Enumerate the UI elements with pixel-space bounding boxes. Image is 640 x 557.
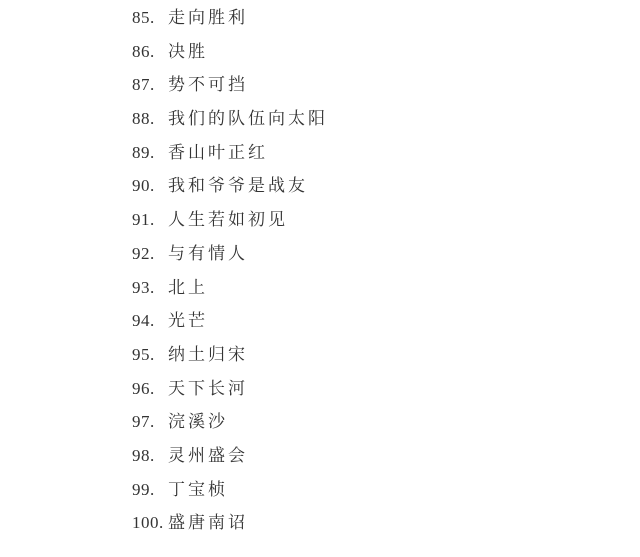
item-title: 纳土归宋	[168, 344, 248, 364]
list-item	[132, 102, 640, 136]
item-number: 88.	[132, 109, 155, 129]
item-number: 97.	[132, 412, 155, 432]
item-title: 丁宝桢	[168, 479, 228, 499]
item-number: 99.	[132, 479, 155, 499]
title-list	[132, 1, 640, 540]
list-item	[132, 237, 640, 271]
item-title: 天下长河	[168, 378, 248, 398]
list-item	[132, 372, 640, 406]
item-number: 90.	[132, 176, 155, 196]
list-item	[132, 1, 640, 35]
list-item	[132, 35, 640, 69]
item-title: 人生若如初见	[168, 210, 288, 230]
item-title: 香山叶正红	[168, 142, 268, 162]
item-number: 100.	[132, 513, 164, 533]
item-number: 85.	[132, 8, 155, 27]
item-number: 89.	[132, 142, 155, 162]
list-item	[132, 506, 640, 540]
list-item	[132, 68, 640, 102]
item-number: 98.	[132, 445, 155, 465]
list-item	[132, 203, 640, 237]
list-item	[132, 169, 640, 203]
list-item	[132, 271, 640, 305]
item-number: 92.	[132, 243, 155, 263]
list-item	[132, 473, 640, 507]
item-title: 灵州盛会	[168, 445, 248, 465]
list-item	[132, 338, 640, 372]
list-item	[132, 304, 640, 338]
list-item	[132, 439, 640, 473]
item-title: 与有情人	[168, 243, 248, 263]
item-title: 我们的队伍向太阳	[168, 109, 328, 129]
item-number: 94.	[132, 311, 155, 331]
item-title: 北上	[168, 277, 208, 297]
item-number: 87.	[132, 75, 155, 95]
item-title: 决胜	[168, 41, 208, 61]
list-item	[132, 136, 640, 170]
item-title: 我和爷爷是战友	[168, 176, 308, 196]
item-title: 盛唐南诏	[168, 513, 248, 533]
item-number: 95.	[132, 344, 155, 364]
item-number: 93.	[132, 277, 155, 297]
item-title: 势不可挡	[168, 75, 248, 95]
item-number: 86.	[132, 41, 155, 61]
item-title: 走向胜利	[168, 8, 248, 27]
item-number: 96.	[132, 378, 155, 398]
list-item	[132, 405, 640, 439]
item-number: 91.	[132, 210, 155, 230]
item-title: 光芒	[168, 311, 208, 331]
item-title: 浣溪沙	[168, 412, 228, 432]
